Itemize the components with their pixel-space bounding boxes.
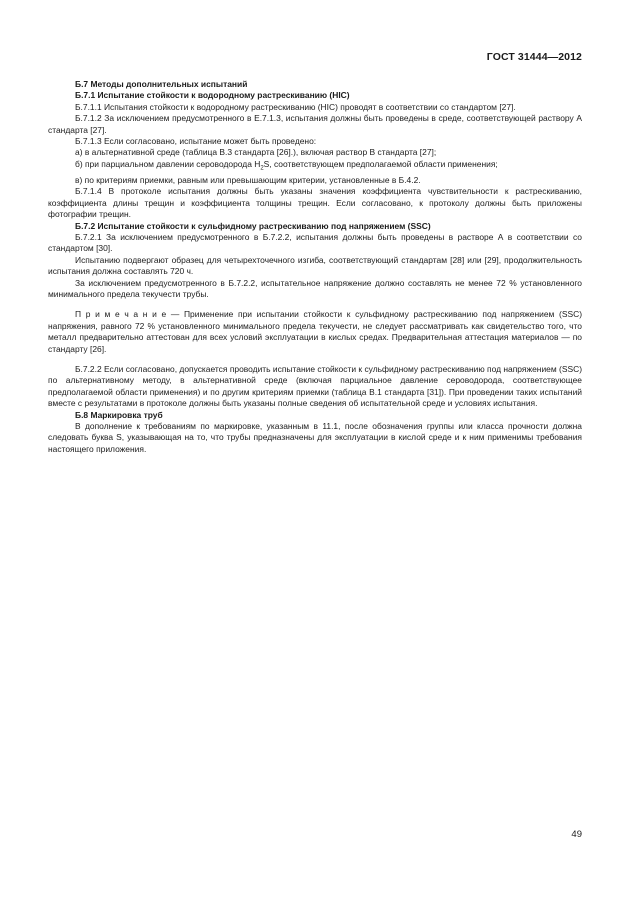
paragraph: В дополнение к требованиям по маркировке, указанным в 11.1, после обозначения группы или класса прочности должна следовать буква S, указывающая на то, что трубы предназначены для эксплуатации в кислой среде и к ним применимы требования настоящего приложения.: [48, 421, 582, 454]
paragraph: Б.7.2.1 За исключением предусмотренного в Б.7.2.2, испытания должны быть проведены в растворе А в соответствии со стандартом [30].: [48, 231, 582, 254]
paragraph: Б.7.2.2 Если согласовано, допускается проводить испытание стойкости к сульфидному растрескиванию под напряжением (SSC) по альтернативному методу, в альтернативной среде (включая парциальное давление сероводорода, соответствующее предполагаемой области применения) и по другим критериям приемки (таблица В.1 стандарта [31]). При проведении таких испытаний вместе с результатами в протоколе должны быть указаны полные сведения об испытательной среде и условиях испытания.: [48, 364, 582, 409]
paragraph: Испытанию подвергают образец для четырехточечного изгиба, соответствующий стандартам [28] или [29], продолжительность испытания должна составлять 720 ч.: [48, 254, 582, 277]
paragraph: а) в альтернативной среде (таблица В.3 стандарта [26].), включая раствор В стандарта [27];: [75, 147, 437, 158]
page-number: 49: [571, 829, 582, 840]
section-heading: Б.7.1 Испытание стойкости к водородному растрескиванию (HIC): [75, 90, 350, 101]
section-heading: Б.8 Маркировка труб: [75, 409, 163, 420]
paragraph: [48, 159, 582, 175]
paragraph: в) по критериям приемки, равным или превышающим критерии, установленные в Б.4.2.: [75, 174, 421, 185]
subscript: 2: [260, 165, 264, 172]
paragraph: Б.7.1.1 Испытания стойкости к водородному растрескиванию (HIC) проводят в соответствии со стандартом [27].: [75, 101, 516, 112]
paragraph: Б.7.1.3 Если согласовано, испытание может быть проведено:: [75, 136, 317, 147]
paragraph: Б.7.1.4 В протоколе испытания должны быть указаны значения коэффициента чувствительности к растрескиванию, коэффициента длины трещин и коэффициента толщины трещин. Если согласовано, к протоколу должны быть приложены фотографии трещин.: [48, 186, 582, 220]
section-heading: Б.7 Методы дополнительных испытаний: [75, 79, 248, 89]
document-number: ГОСТ 31444—2012: [486, 51, 582, 63]
paragraph: Б.7.1.2 За исключением предусмотренного в Е.7.1.3, испытания должны быть проведены в среде, соответствующей раствору А стандарта [27].: [48, 113, 582, 135]
paragraph-text: S, соответствующем предполагаемой области применения;: [263, 158, 498, 169]
document-body: [48, 79, 582, 455]
section-heading: Б.7.2 Испытание стойкости к сульфидному растрескиванию под напряжением (SSC): [75, 220, 431, 231]
paragraph: За исключением предусмотренного в Б.7.2.2, испытательное напряжение должно составлять не менее 72 % установленного минимального предела текучести трубы.: [48, 277, 582, 299]
note: [48, 309, 582, 355]
note-text: — Применение при испытании стойкости к сульфидному растрескиванию под напряжением (SSC) напряжения, равного 72 % установленного минимального предела текучести, не следует рассматривать как свидетельство того, что металл предварительно аттестован для всех условий эксплуатации в кислых средах. Предварительная аттестация материалов — по стандарту [26].: [48, 309, 582, 354]
note-label: П р и м е ч а н и е: [75, 309, 167, 320]
paragraph-text: б) при парциальном давлении сероводорода H: [75, 158, 261, 169]
